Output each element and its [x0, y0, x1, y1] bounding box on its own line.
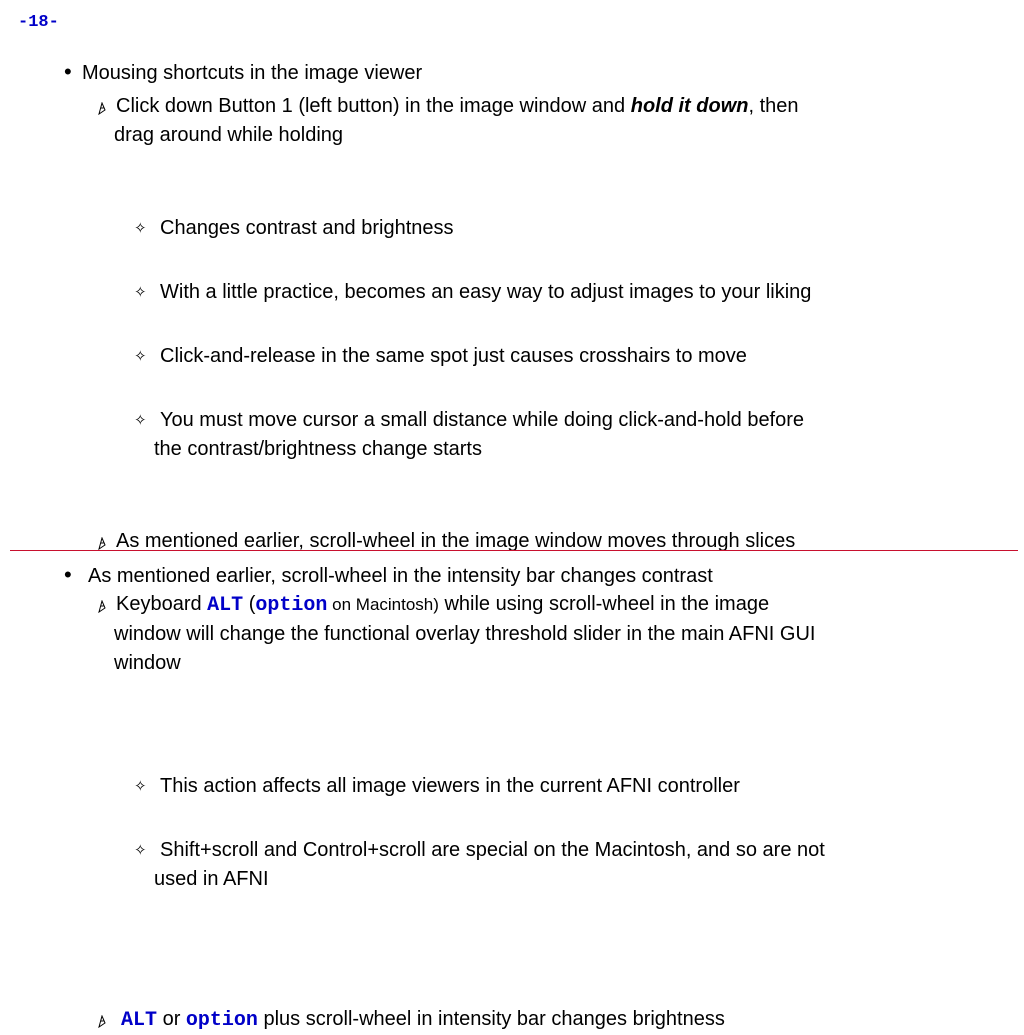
diamond-star-icon: ✧ — [134, 778, 147, 795]
sub-item-affects-viewers — [134, 772, 1024, 801]
item-text: As mentioned earlier, scroll-wheel in the image window moves through slices — [116, 530, 796, 552]
sub-item-move-cursor — [134, 406, 1024, 464]
emphasis-text: hold it down — [630, 95, 749, 117]
item-text: or — [157, 1008, 186, 1030]
code-option-key: option — [185, 1009, 258, 1032]
list-item-click-button — [96, 92, 1024, 150]
diamond-star-icon: ✧ — [134, 220, 147, 237]
sub-item-click-release — [134, 342, 1024, 371]
code-option-key: option — [255, 594, 328, 617]
diamond-star-icon: ✧ — [134, 348, 147, 365]
sub-item-text: With a little practice, becomes an easy way to adjust images to your liking — [160, 281, 812, 303]
item-text-continued: window — [114, 652, 181, 674]
page-number: -18- — [18, 13, 59, 32]
item-text: Click down Button 1 (left button) in the image window and — [116, 95, 631, 117]
item-text-continued: window will change the functional overlay threshold slider in the main AFNI GUI — [114, 623, 816, 645]
bullet-heading-intensity-bar — [64, 560, 713, 591]
item-text: while using scroll-wheel in the image — [438, 593, 770, 615]
sub-item-text-continued: the contrast/brightness change starts — [154, 438, 482, 460]
code-alt-key: ALT — [121, 1009, 158, 1032]
sub-item-text: Shift+scroll and Control+scroll are special on the Macintosh, and so are not — [160, 839, 825, 861]
item-text: plus scroll-wheel in intensity bar changes brightness — [257, 1008, 725, 1030]
item-text: ( — [243, 593, 256, 615]
list-item-keyboard-alt — [96, 590, 1024, 678]
heading-text: As mentioned earlier, scroll-wheel in the intensity bar changes contrast — [88, 565, 713, 587]
list-item-scroll-slices — [96, 527, 1024, 556]
diamond-star-icon: ✧ — [134, 412, 147, 429]
item-text: , then — [748, 95, 799, 117]
small-note-text: on Macintosh) — [327, 595, 439, 614]
diamond-star-icon: ✧ — [134, 842, 147, 859]
diamond-star-icon: ✧ — [134, 284, 147, 301]
bullet-heading-mousing-shortcuts — [64, 57, 422, 88]
heading-text: Mousing shortcuts in the image viewer — [82, 62, 423, 84]
section-divider — [10, 550, 1018, 551]
code-alt-key: ALT — [207, 594, 244, 617]
sub-item-shift-scroll — [134, 836, 1024, 894]
item-text: Keyboard — [116, 593, 208, 615]
bullet-dot-icon: • — [64, 59, 72, 84]
sub-item-practice — [134, 278, 1024, 307]
sub-item-text: Changes contrast and brightness — [160, 217, 454, 239]
sub-item-changes-contrast — [134, 214, 1024, 243]
sub-item-text-continued: used in AFNI — [154, 868, 269, 890]
list-item-alt-option-brightness — [96, 1005, 1024, 1035]
sub-item-text: You must move cursor a small distance while doing click-and-hold before — [160, 409, 805, 431]
sub-item-text: Click-and-release in the same spot just causes crosshairs to move — [160, 345, 747, 367]
bullet-dot-icon: • — [64, 562, 72, 587]
item-text-continued: drag around while holding — [114, 124, 344, 146]
sub-item-text: This action affects all image viewers in the current AFNI controller — [160, 775, 740, 797]
